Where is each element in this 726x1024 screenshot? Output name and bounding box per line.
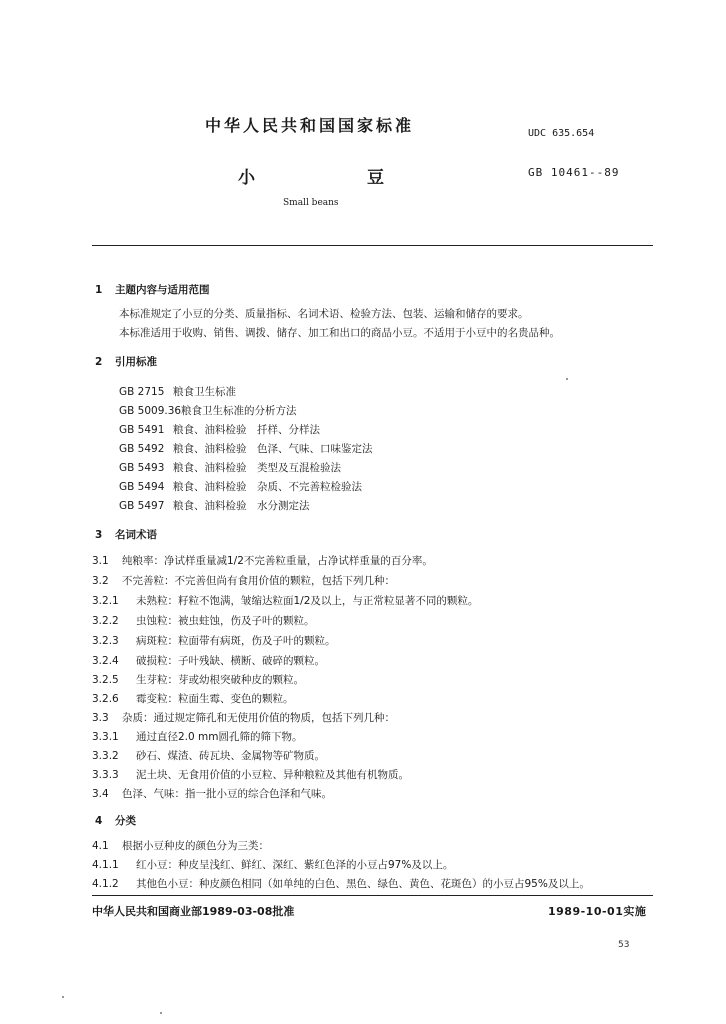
term-item bbox=[92, 573, 395, 588]
clause-number: 3.2 bbox=[92, 575, 109, 587]
scan-speck bbox=[160, 1012, 162, 1014]
clause-text: 其他色小豆：种皮颜色相同（如单纯的白色、黑色、绿色、黄色、花斑色）的小豆占95%及以上。 bbox=[136, 878, 590, 890]
section-1-paragraph-1: 本标准规定了小豆的分类、质量指标、名词术语、检验方法、包装、运输和储存的要求。 bbox=[119, 308, 529, 320]
section-number: 4 bbox=[95, 815, 103, 827]
clause-text: 色泽、气味：指一批小豆的综合色泽和气味。 bbox=[122, 788, 332, 800]
reference-title: 粮食、油料检验 扦样、分样法 bbox=[173, 424, 320, 436]
reference-code: GB 5492 bbox=[119, 443, 165, 455]
page-number: 53 bbox=[618, 940, 630, 950]
scan-speck bbox=[62, 996, 64, 998]
clause-text: 通过直径2.0 mm圆孔筛的筛下物。 bbox=[136, 731, 303, 743]
section-3-heading bbox=[95, 527, 157, 542]
footer-divider bbox=[92, 895, 653, 896]
clause-text: 纯粮率：净试样重量减1/2不完善粒重量，占净试样重量的百分率。 bbox=[122, 555, 433, 567]
section-title: 名词术语 bbox=[115, 529, 157, 541]
reference-item bbox=[119, 403, 297, 418]
clause-number: 3.2.2 bbox=[92, 615, 119, 627]
clause-number: 3.3 bbox=[92, 712, 109, 724]
term-item bbox=[92, 748, 325, 763]
reference-code: GB 5494 bbox=[119, 481, 165, 493]
section-number: 1 bbox=[95, 284, 103, 296]
term-item bbox=[92, 613, 315, 628]
reference-item bbox=[119, 441, 373, 456]
reference-code: GB 2715 bbox=[119, 386, 165, 398]
clause-text: 病斑粒：粒面带有病斑，伤及子叶的颗粒。 bbox=[136, 635, 336, 647]
national-standard-title: 中华人民共和国国家标准 bbox=[205, 116, 415, 135]
clause-text: 破损粒：子叶残缺、横断、破碎的颗粒。 bbox=[136, 655, 325, 667]
clause-number: 3.3.3 bbox=[92, 769, 119, 781]
reference-title: 粮食、油料检验 类型及互混检验法 bbox=[173, 462, 341, 474]
clause-number: 3.1 bbox=[92, 555, 109, 567]
reference-title: 粮食卫生标准 bbox=[173, 386, 236, 398]
term-item bbox=[92, 633, 336, 648]
clause-number: 3.2.1 bbox=[92, 595, 119, 607]
document-title-char-2: 豆 bbox=[367, 168, 384, 188]
classification-item bbox=[92, 876, 590, 891]
clause-number: 4.1.1 bbox=[92, 859, 119, 871]
reference-code: GB 5497 bbox=[119, 500, 165, 512]
classification-item bbox=[92, 857, 453, 872]
reference-code: GB 5009.36 bbox=[119, 405, 182, 417]
term-item bbox=[92, 786, 332, 801]
reference-code: GB 5491 bbox=[119, 424, 165, 436]
reference-title: 粮食、油料检验 杂质、不完善粒检验法 bbox=[173, 481, 362, 493]
clause-number: 3.2.3 bbox=[92, 635, 119, 647]
clause-text: 根据小豆种皮的颜色分为三类： bbox=[122, 840, 269, 852]
section-number: 3 bbox=[95, 529, 103, 541]
clause-text: 红小豆：种皮呈浅红、鲜红、深红、紫红色泽的小豆占97%及以上。 bbox=[136, 859, 454, 871]
clause-text: 泥土块、无食用价值的小豆粒、异种粮粒及其他有机物质。 bbox=[136, 769, 409, 781]
reference-title: 粮食卫生标准的分析方法 bbox=[181, 405, 297, 417]
classification-item bbox=[92, 838, 269, 853]
reference-title: 粮食、油料检验 色泽、气味、口味鉴定法 bbox=[173, 443, 373, 455]
term-item bbox=[92, 672, 304, 687]
section-number: 2 bbox=[95, 356, 103, 368]
english-title: Small beans bbox=[283, 198, 339, 208]
clause-text: 砂石、煤渣、砖瓦块、金属物等矿物质。 bbox=[136, 750, 325, 762]
term-item bbox=[92, 710, 395, 725]
clause-text: 不完善粒：不完善但尚有食用价值的颗粒，包括下列几种： bbox=[122, 575, 395, 587]
reference-item bbox=[119, 498, 310, 513]
clause-number: 3.3.1 bbox=[92, 731, 119, 743]
udc-code: UDC 635.654 bbox=[528, 128, 595, 139]
reference-code: GB 5493 bbox=[119, 462, 165, 474]
clause-number: 3.4 bbox=[92, 788, 109, 800]
clause-text: 虫蚀粒：被虫蛀蚀，伤及子叶的颗粒。 bbox=[136, 615, 315, 627]
reference-item bbox=[119, 384, 236, 399]
clause-number: 3.2.5 bbox=[92, 674, 119, 686]
clause-number: 3.3.2 bbox=[92, 750, 119, 762]
section-1-paragraph-2: 本标准适用于收购、销售、调拨、储存、加工和出口的商品小豆。不适用于小豆中的名贵品种。 bbox=[119, 327, 560, 339]
clause-text: 霉变粒：粒面生霉、变色的颗粒。 bbox=[136, 693, 294, 705]
section-title: 分类 bbox=[115, 815, 136, 827]
document-title-char-1: 小 bbox=[238, 168, 255, 188]
clause-text: 杂质：通过规定筛孔和无使用价值的物质，包括下列几种： bbox=[122, 712, 395, 724]
reference-item bbox=[119, 460, 341, 475]
term-item bbox=[92, 767, 409, 782]
term-item bbox=[92, 653, 325, 668]
clause-number: 4.1.2 bbox=[92, 878, 119, 890]
term-item bbox=[92, 729, 303, 744]
section-title: 引用标准 bbox=[115, 356, 157, 368]
clause-number: 3.2.6 bbox=[92, 693, 119, 705]
term-item bbox=[92, 553, 433, 568]
section-4-heading bbox=[95, 813, 136, 828]
reference-title: 粮食、油料检验 水分测定法 bbox=[173, 500, 310, 512]
header-divider bbox=[92, 245, 653, 246]
reference-item bbox=[119, 422, 320, 437]
implementation-date: 1989-10-01实施 bbox=[548, 905, 647, 918]
gb-code: GB 10461--89 bbox=[528, 166, 620, 179]
scan-speck bbox=[566, 378, 568, 380]
approval-statement: 中华人民共和国商业部1989-03-08批准 bbox=[92, 905, 295, 918]
clause-number: 4.1 bbox=[92, 840, 109, 852]
section-2-heading bbox=[95, 354, 157, 369]
clause-text: 生芽粒：芽或幼根突破种皮的颗粒。 bbox=[136, 674, 304, 686]
section-1-heading bbox=[95, 282, 210, 297]
reference-item bbox=[119, 479, 362, 494]
clause-text: 未熟粒：籽粒不饱满，皱缩达粒面1/2及以上，与正常粒显著不同的颗粒。 bbox=[136, 595, 479, 607]
term-item bbox=[92, 691, 294, 706]
term-item bbox=[92, 593, 478, 608]
section-title: 主题内容与适用范围 bbox=[115, 284, 210, 296]
clause-number: 3.2.4 bbox=[92, 655, 119, 667]
